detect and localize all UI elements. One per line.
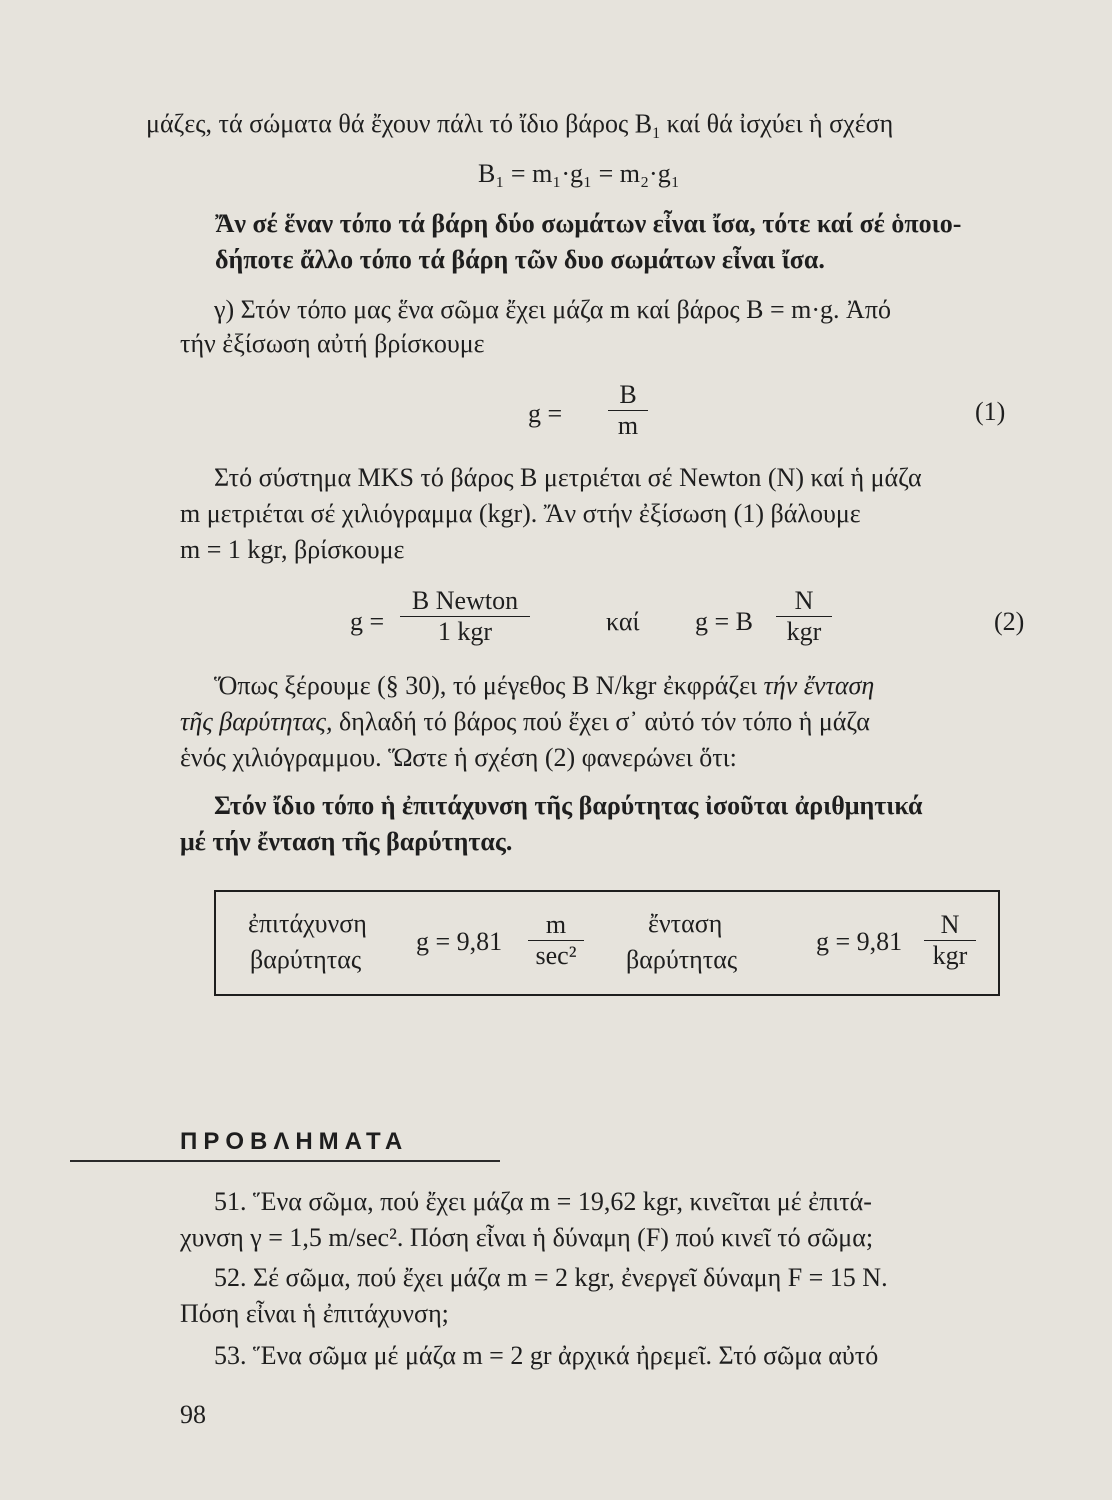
paragraph-gamma-line-1: γ) Στόν τόπο μας ἕνα σῶμα ἔχει μάζα m καί βάρος B = m·g. Ἀπό: [214, 295, 891, 324]
text-line-1-end: καί θά ἰσχύει ἡ σχέση: [660, 109, 894, 138]
problems-heading: ΠΡΟΒΛΗΜΑΤΑ: [180, 1128, 409, 1155]
equation-weights: B₁ = m₁·g₁ = m₂·g₁: [478, 159, 680, 188]
paragraph-gamma-line-2: τήν ἐξίσωση αὐτή βρίσκουμε: [180, 329, 485, 358]
paragraph-mks-line-3: m = 1 kgr, βρίσκουμε: [180, 535, 405, 564]
text-line-1: [146, 108, 893, 150]
box-label-intensity-1: ἔνταση: [648, 909, 723, 938]
paragraph-know-line-1: [214, 670, 874, 702]
text-line-1-main: μάζες, τά σώματα θά ἔχουν πάλι τό ἴδιο βάρος Β: [146, 109, 653, 138]
term-intensity: τήν ἔνταση: [763, 671, 875, 700]
problem-52-line-1: 52. Σέ σῶμα, πού ἔχει μάζα m = 2 kgr, ἐνεργεῖ δύναμη F = 15 N.: [214, 1263, 888, 1292]
box-label-intensity-2: βαρύτητας: [626, 945, 738, 974]
equation-2-rhs-fraction: [776, 586, 832, 647]
box-label-acceleration-2: βαρύτητας: [250, 945, 362, 974]
rule-weights-line-2: δήποτε ἄλλο τόπο τά βάρη τῶν δυο σωμάτων εἶναι ἴσα.: [215, 245, 825, 274]
box-fraction-acceleration-numerator: m: [528, 910, 584, 941]
paragraph-know-line-1-main: Ὅπως ξέρουμε (§ 30), τό μέγεθος B N/kgr ἐκφράζει: [214, 671, 764, 700]
equation-1-tag: (1): [975, 397, 1006, 426]
paragraph-know-line-3: ἑνός χιλιόγραμμου. Ὥστε ἡ σχέση (2) φανερώνει ὅτι:: [180, 743, 737, 772]
rule-acceleration-line-2: μέ τήν ἔνταση τῆς βαρύτητας.: [180, 827, 513, 856]
equation-1-fraction: [608, 380, 648, 441]
equation-2-rhs-numerator: N: [776, 586, 832, 617]
term-gravity: τῆς βαρύτητας,: [180, 707, 333, 736]
equation-2-rhs-denominator: kgr: [786, 617, 822, 646]
equation-2-tag: (2): [994, 607, 1025, 636]
box-fraction-intensity-denominator: kgr: [932, 941, 968, 970]
equation-1-numerator: B: [608, 380, 648, 411]
box-fraction-intensity: [924, 910, 976, 971]
equation-2-numerator: B Newton: [400, 586, 530, 617]
equation-2-lhs: g =: [350, 607, 385, 636]
paragraph-know-line-2: [180, 706, 870, 738]
heading-rule: [70, 1160, 500, 1162]
rule-weights-line-1: Ἄν σέ ἕναν τόπο τά βάρη δύο σωμάτων εἶναι ἴσα, τότε καί σέ ὁποιο-: [215, 209, 962, 238]
problem-51-line-2: χυνση γ = 1,5 m/sec². Πόση εἶναι ἡ δύναμη (F) πού κινεῖ τό σῶμα;: [180, 1223, 874, 1252]
equation-1-lhs: g =: [528, 399, 563, 428]
text-line-1-sub: 1: [652, 125, 661, 143]
equation-2-denominator: 1 kgr: [437, 617, 493, 646]
summary-box: [214, 890, 1000, 996]
equation-2-and: καί: [606, 607, 640, 636]
page-number: 98: [180, 1400, 206, 1429]
problem-51-line-1: 51. Ἕνα σῶμα, πού ἔχει μάζα m = 19,62 kgr, κινεῖται μέ ἐπιτά-: [214, 1187, 872, 1216]
equation-2-fraction: [400, 586, 530, 647]
box-equation-acceleration: g = 9,81: [416, 927, 503, 956]
box-fraction-acceleration-denominator: sec²: [535, 941, 577, 970]
paragraph-mks-line-2: m μετριέται σέ χιλιόγραμμα (kgr). Ἄν στήν ἐξίσωση (1) βάλουμε: [180, 499, 861, 528]
problem-52-line-2: Πόση εἶναι ἡ ἐπιτάχυνση;: [180, 1299, 449, 1328]
box-fraction-intensity-numerator: N: [924, 910, 976, 941]
box-fraction-acceleration: [528, 910, 584, 971]
paragraph-know-line-2-rest: δηλαδή τό βάρος πού ἔχει σ᾽ αὐτό τόν τόπο ἡ μάζα: [332, 707, 870, 736]
box-label-acceleration-1: ἐπιτάχυνση: [248, 909, 367, 938]
equation-1-denominator: m: [617, 411, 639, 440]
box-equation-intensity: g = 9,81: [816, 927, 903, 956]
paragraph-mks-line-1: Στό σύστημα MKS τό βάρος B μετριέται σέ Newton (N) καί ἡ μάζα: [214, 463, 922, 492]
rule-acceleration-line-1: Στόν ἴδιο τόπο ἡ ἐπιτάχυνση τῆς βαρύτητας ἰσοῦται ἀριθμητικά: [214, 791, 923, 820]
problem-53-line-1: 53. Ἕνα σῶμα μέ μάζα m = 2 gr ἀρχικά ἠρεμεῖ. Στό σῶμα αὐτό: [214, 1341, 879, 1370]
equation-2-rhs-lhs: g = B: [695, 607, 754, 636]
